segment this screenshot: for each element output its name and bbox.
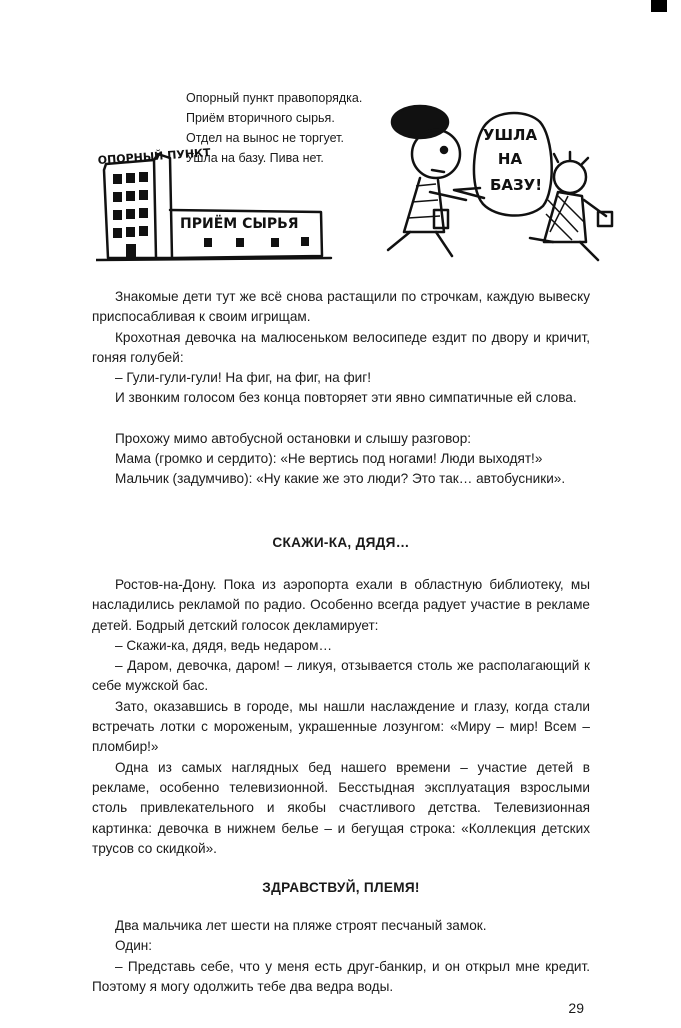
caption-line: Опорный пункт правопорядка.	[186, 91, 363, 105]
paragraph: И звонким голосом без конца повторяет эти явно симпатичные ей слова.	[115, 390, 577, 406]
section-3-text	[92, 916, 590, 997]
characters-drawing	[358, 92, 620, 264]
caption-line: Отдел на вынос не торгует.	[186, 131, 344, 145]
sign-bottom-text: ПРИЁМ СЫРЬЯ	[180, 216, 299, 232]
paragraph: – Даром, девочка, даром! – ликуя, отзывается столь же располагающий к себе мужской бас.	[92, 658, 590, 694]
bubble-line: УШЛА	[482, 126, 538, 144]
sign-top-text: ОПОРНЫЙ ПУНКТ	[97, 146, 211, 167]
section-2-text	[92, 575, 590, 859]
paragraph: Прохожу мимо автобусной остановки и слышу разговор:	[115, 430, 472, 446]
paragraph: – Представь себе, что у меня есть друг-банкир, и он открыл мне кредит. Поэтому я могу одолжить тебе два ведра воды.	[92, 958, 590, 994]
section-heading: СКАЖИ-КА, ДЯДЯ…	[272, 535, 410, 550]
paragraph: – Гули-гули-гули! На фиг, на фиг, на фиг!	[115, 370, 371, 386]
bubble-line: НА	[497, 150, 523, 168]
paragraph: – Скажи-ка, дядя, ведь недаром…	[115, 637, 333, 653]
page-number: 29	[568, 1000, 584, 1016]
paragraph: Зато, оказавшись в городе, мы нашли наслаждение и глазу, когда стали встречать лотки с мороженым, украшенные лозунгом: «Миру – мир! Всем – пломбир!»	[92, 698, 590, 755]
paragraph: Одна из самых наглядных бед нашего времени – участие детей в рекламе, особенно телевизионной. Бесстыдная эксплуатация взрослыми столь привлекательного и якобы счастливого детства. Телевизионная картинка: девочка в нижнем белье – и бегущая строка: «Коллекция детских трусов со скидкой».	[92, 759, 590, 856]
paragraph: Знакомые дети тут же всё снова растащили по строчкам, каждую вывеску приспосабливая к своим игрищам.	[92, 289, 590, 325]
building-drawing	[96, 140, 336, 265]
caption-line: Приём вторичного сырья.	[186, 111, 335, 125]
paragraph: Мальчик (задумчиво): «Ну какие же это люди? Это так… автобусники».	[115, 471, 566, 487]
paragraph: Ростов-на-Дону. Пока из аэропорта ехали в областную библиотеку, мы насладились рекламой по радио. Особенно всегда радует участие в рекламе детей. Бодрый детский голосок декламирует:	[92, 577, 590, 633]
paragraph: Мама (громко и сердито): «Не вертись под ногами! Люди выходят!»	[115, 451, 543, 467]
section-heading: ЗДРАВСТВУЙ, ПЛЕМЯ!	[262, 880, 420, 895]
section-1-text	[92, 287, 590, 490]
bubble-line: БАЗУ!	[489, 176, 543, 194]
paragraph: Крохотная девочка на малюсеньком велосипеде ездит по двору и кричит, гоняя голубей:	[92, 329, 590, 365]
paragraph: Два мальчика лет шести на пляже строят песчаный замок.	[115, 918, 487, 933]
corner-mark	[651, 0, 667, 12]
caption-line: Ушла на базу. Пива нет.	[186, 151, 324, 165]
paragraph: Один:	[115, 938, 153, 954]
